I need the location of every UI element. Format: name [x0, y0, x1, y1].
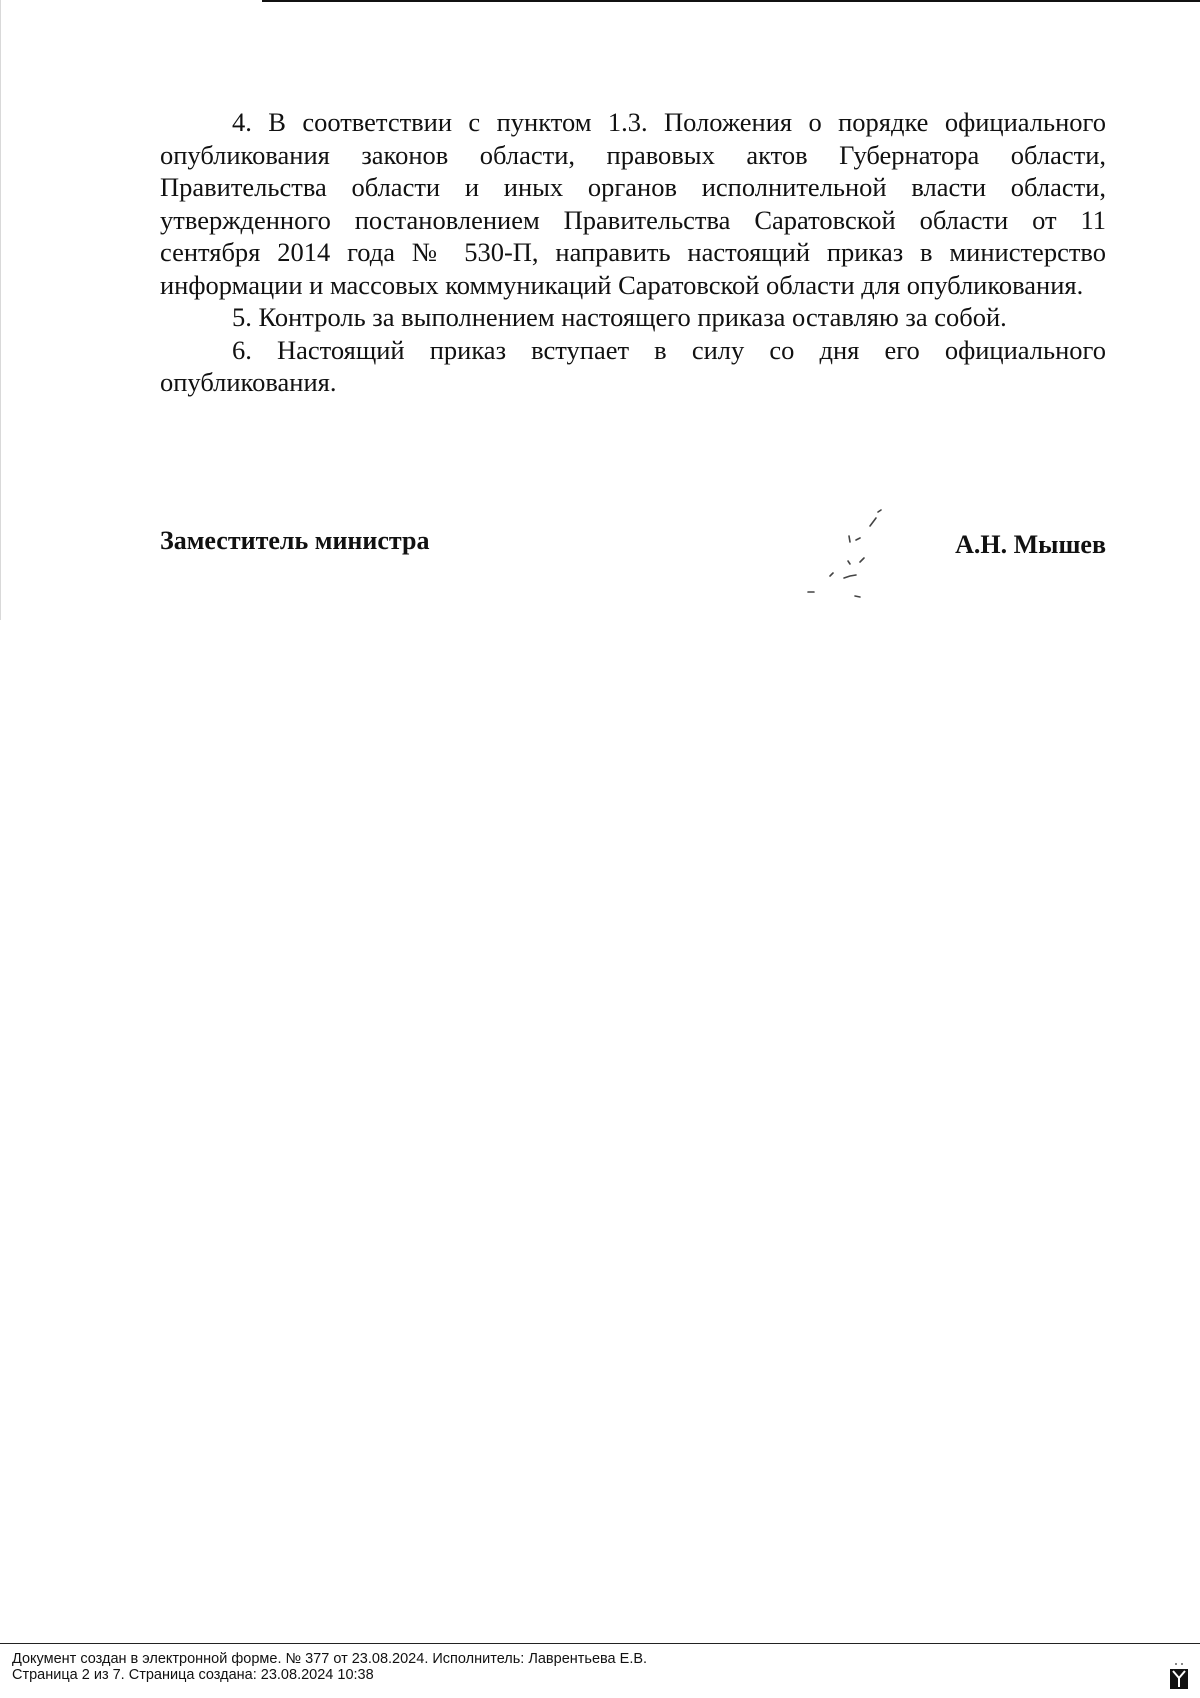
- paragraph-4: 4. В соответствии с пунктом 1.3. Положения о порядке официального опубликования законов области, правовых актов Губернатора области, Правительства области и иных органов исполнительной власти области, утвержденного постановлением Правительства Саратовской области от 11 сентября 2014 года № 530-П, направить настоящий приказ в министерство информации и массовых коммуникаций Саратовской области для опубликования.: [160, 107, 1106, 300]
- signatory-position: Заместитель министра: [160, 526, 430, 555]
- footer-divider: [0, 1643, 1200, 1644]
- scan-left-edge: [0, 0, 1, 620]
- document-system-logo-icon: [1168, 1662, 1190, 1690]
- footer-line-document-info: Документ создан в электронной форме. № 377 от 23.08.2024. Исполнитель: Лаврентьева Е.В.: [12, 1651, 648, 1667]
- paragraph-5: 5. Контроль за выполнением настоящего приказа оставляю за собой.: [232, 302, 1007, 332]
- document-body: [160, 106, 1106, 399]
- signatory-name: А.Н. Мышев: [955, 530, 1106, 559]
- signature-icon: [800, 504, 910, 614]
- signature-block: [160, 526, 1106, 616]
- footer: [12, 1651, 647, 1683]
- top-border-line: [262, 0, 1200, 2]
- paragraph-6: 6. Настоящий приказ вступает в силу со дня его официального опубликования.: [160, 334, 1106, 397]
- footer-line-page-info: Страница 2 из 7. Страница создана: 23.08.2024 10:38: [12, 1667, 374, 1683]
